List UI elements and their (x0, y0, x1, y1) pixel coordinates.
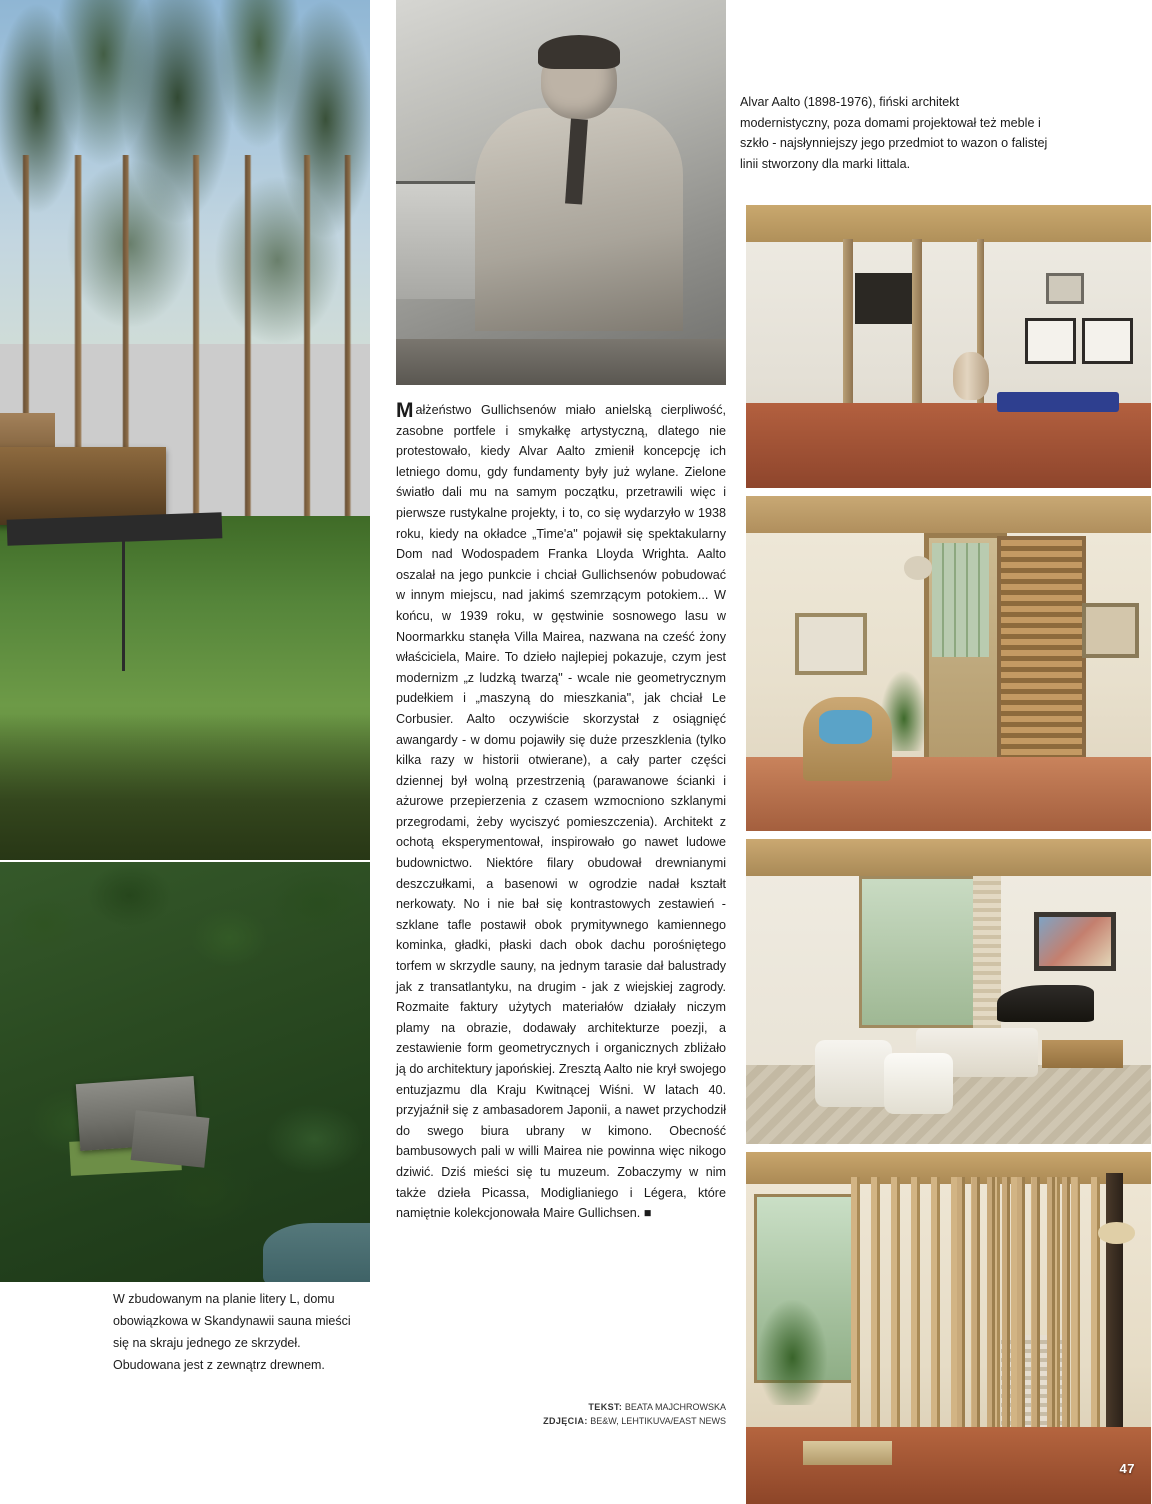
desk-surface (396, 339, 726, 385)
potted-plant (758, 1300, 827, 1406)
wooden-pole-cluster-2 (957, 1177, 1079, 1437)
wood-column-1 (843, 239, 853, 414)
pendant-lamp (904, 556, 932, 579)
forest-canopy (0, 862, 370, 1282)
article-body (396, 400, 726, 1224)
article-text: ałżeństwo Gullichsenów miało anielską cierpliwość, zasobne portfele i smykałkę artystyczną, dlatego nie protestowało, kiedy Alvar Aalto zmienił koncepcję ich letniego domu, gdy fundamenty były już wylane. Zielone światło dali mu na samym początku, przetrawili więc i pierwsze rustykalne projekty, i to, co się wydarzyło w 1938 roku, kiedy na okładce „Time'a" pojawił się spektakularny Dom nad Wodospadem Franka Lloyda Wrighta. Aalto oszalał na jego punkcie i chciał Gullichsenów pobudować w innym miejscu, nad jakimś szemrzącym potokiem... W końcu, w 1939 roku, w gęstwinie sosnowego lasu w Noormarkku stanęła Villa Mairea, nazwana na cześć żony właściciela, Maire. To dzieło najlepiej pokazuje, czym jest modernizm „z ludzką twarzą" - wcale nie geometrycznym pudełkiem i „maszyną do mieszkania", jak chciał Le Corbusier. Aalto oczywiście skorzystał z osiągnięć awangardy - w domu pojawiły się duże przeszklenia (tylko kilka razy w historii otwierane), a cały parter części dziennej był wolną przestrzenią (parawanowe ścianki i ażurowe przepierzenia z czasem wzmocniono szklanymi przegrodami, żeby wyciszyć pomieszczenia). Architekt z ochotą eksperymentował, inspirowało go nawet ludowe budownictwo. Niektóre filary obudował drewnianymi deszczułkami, a basenowi w ogrodzie nadał kształt nerkowaty. No i nie bał się kontrastowych zestawień - szklane tafle postawił obok prymitywnego kamiennego kominka, gładki, płaski dach obok dachu porośniętego torfem w skrzydle sauny, na jednym tarasie dał balustrady jak z transatlantyku, na drugim - jak z wiejskiej zagrody. Rozmaite faktury użytych materiałów działały niczym plamy na obrazie, dodawały architekturze poezji, a zestawienie form geometrycznych i organicznych zbliżało ją do architektury japońskiej. Zresztą Aalto nie krył swojego entuzjazmu dla Kraju Kwitnącej Wiśni. W latach 40. przyjaźnił się z ambasadorem Japonii, a nawet przychodził do swego biura ubrany w kimono. Obecność bambusowych pali w willi Mairea nie powinna więc nikogo dziwić. Dziś mieści się tu muzeum. Zobaczymy w nim także dzieła Picassa, Modiglianiego i Légera, które namiętnie kolekcjonowała Maire Gullichsen. ■ (396, 403, 726, 1221)
credit-text-label: TEKST: (588, 1402, 623, 1412)
grand-piano (997, 985, 1094, 1022)
wood-column-2 (912, 239, 922, 414)
tiled-floor (746, 403, 1151, 488)
garden-window (932, 543, 989, 657)
framed-artwork (1034, 912, 1117, 971)
blue-cushion (819, 710, 872, 744)
lake-shape (263, 1223, 370, 1282)
photo-wooden-pillars (746, 1152, 1151, 1504)
credit-photo-value: BE&W, LEHTIKUVA/EAST NEWS (590, 1416, 726, 1426)
white-armchair-1 (815, 1040, 892, 1107)
credit-photo-label: ZDJĘCIA: (543, 1416, 588, 1426)
framed-print-top (1046, 273, 1084, 304)
caption-left: W zbudowanym na planie litery L, domu obowiązkowa w Skandynawii sauna mieści się na skraju jednego ze skrzydeł. Obudowana jest z zewnątrz drewnem. (113, 1292, 351, 1372)
photo-alvar-aalto-portrait (396, 0, 726, 385)
wooden-bench (803, 1441, 892, 1466)
credit-text-line (396, 1400, 726, 1414)
dark-doorway (855, 273, 920, 324)
drop-cap: M (396, 399, 414, 422)
slatted-wood-screen (997, 536, 1086, 765)
page-number: 47 (1119, 1461, 1135, 1476)
ceramic-vase (953, 352, 989, 400)
photo-forest-house (0, 0, 370, 860)
intro-paragraph: Alvar Aalto (1898-1976), fiński architekt modernistyczny, poza domami projektował też meble i szkło - najsłynniejszy jego przedmiot to wazon o falistej linii stworzony dla marki Iittala. (740, 95, 1048, 171)
photo-living-room-door (746, 496, 1151, 831)
dark-pillar (1106, 1173, 1122, 1455)
wood-ceiling (746, 839, 1151, 876)
credit-photo-line (396, 1414, 726, 1428)
foreground-grass (0, 714, 370, 860)
credits (396, 1400, 726, 1428)
pendant-lamp (1098, 1222, 1134, 1243)
wood-ceiling (746, 205, 1151, 242)
wood-ceiling (746, 496, 1151, 533)
white-armchair-2 (884, 1053, 953, 1114)
framed-picture-left (795, 613, 868, 675)
blue-bench (997, 392, 1119, 412)
photo-interior-gallery (746, 205, 1151, 488)
terracotta-floor (746, 1427, 1151, 1504)
side-table (1042, 1040, 1123, 1067)
framed-picture-right (1082, 603, 1139, 658)
canopy-pole (122, 533, 125, 671)
framed-print-right (1082, 318, 1133, 364)
hair (538, 35, 621, 70)
photo-aerial-view (0, 862, 370, 1282)
framed-print-left (1025, 318, 1076, 364)
house-wood-facade (0, 447, 166, 524)
credit-text-value: BEATA MAJCHROWSKA (624, 1402, 726, 1412)
photo-living-room (746, 839, 1151, 1144)
house-wing-roof (131, 1110, 210, 1168)
